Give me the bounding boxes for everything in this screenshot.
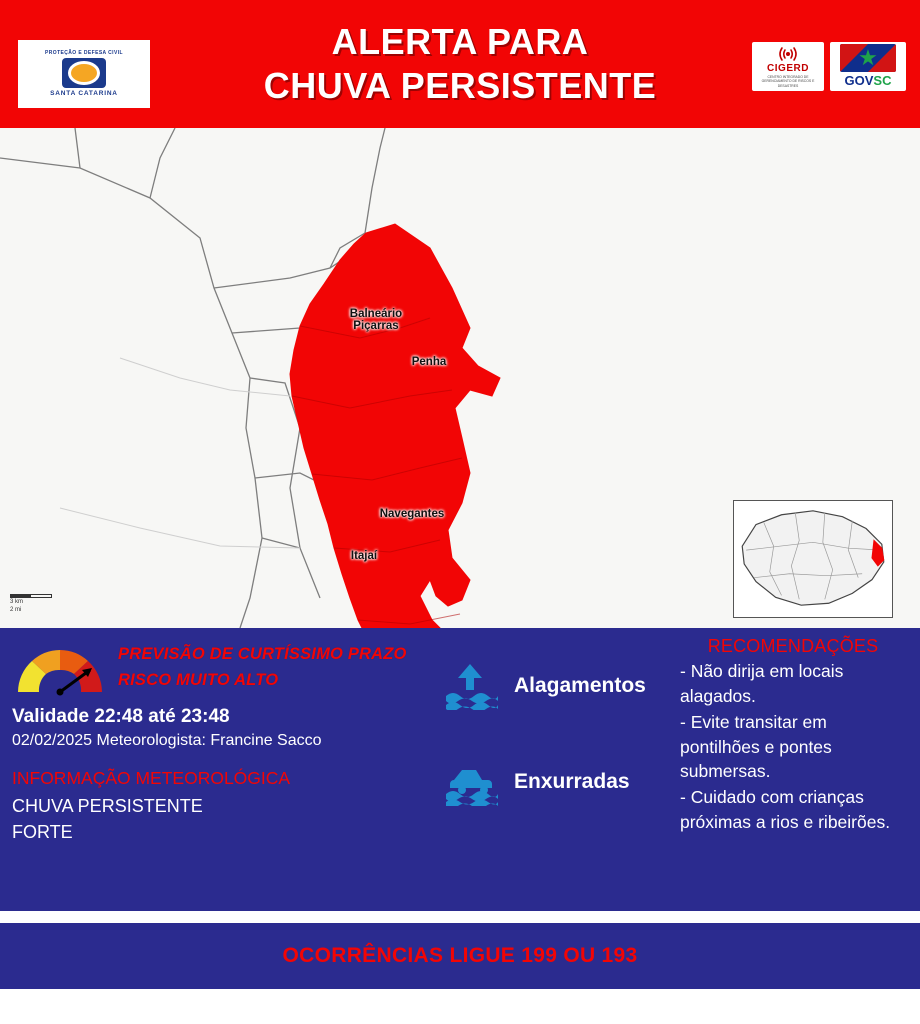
civil-defense-logo [18, 40, 150, 108]
risk-label-alagamentos: Alagamentos [514, 674, 646, 697]
risk-item-enxurradas [444, 758, 670, 806]
risk-label-enxurradas: Enxurradas [514, 770, 630, 793]
header [0, 0, 920, 128]
meteorological-info-header: INFORMAÇÃO METEOROLÓGICA [12, 768, 291, 788]
inset-map-vector [734, 501, 892, 617]
civil-defense-bottom-text: SANTA CATARINA [50, 89, 118, 97]
validity-text: Validade 22:48 até 23:48 [12, 706, 230, 727]
panel-divider [0, 911, 920, 923]
info-panel [0, 628, 920, 911]
city-label-penha: Penha [411, 356, 447, 368]
emergency-phone-text: OCORRÊNCIAS LIGUE 199 OU 193 [282, 944, 638, 967]
recommendation-item: - Não dirija em locais alagados. [680, 661, 844, 706]
meteorological-info-line-2: FORTE [12, 822, 73, 843]
scale-bar-km: 3 km [10, 599, 24, 605]
inset-locator-map [733, 500, 893, 618]
recommendations-list [680, 659, 906, 835]
bottom-strip [0, 989, 920, 1024]
title-line-2: CHUVA PERSISTENTE [263, 65, 657, 106]
gov-text: GOV [844, 73, 874, 89]
scale-bar [10, 594, 52, 614]
page-title [264, 20, 657, 108]
cigerd-signal-icon [775, 45, 801, 63]
risk-item-alagamentos [444, 662, 670, 710]
forecast-line-2: RISCO MUITO ALTO [118, 670, 279, 689]
cigerd-subtitle: CENTRO INTEGRADO DE GERENCIAMENTO DE RISCOS E DESASTRES [761, 75, 815, 88]
recommendation-item: - Evite transitar em pontilhões e pontes submersas. [680, 711, 832, 782]
flood-water-arrow-icon [444, 662, 500, 710]
cigerd-logo [752, 42, 824, 91]
risk-icons-column [420, 628, 670, 911]
alert-region-polygon [290, 224, 520, 628]
forecast-column [0, 628, 420, 911]
cigerd-name: CIGERD [767, 63, 809, 74]
recommendations-column [670, 628, 920, 911]
flash-flood-car-icon [444, 758, 500, 806]
forecast-line-1: PREVISÃO DE CURTÍSSIMO PRAZO [118, 645, 407, 663]
civil-defense-badge-icon [62, 58, 106, 88]
meteorological-info-line-1: CHUVA PERSISTENTE [12, 796, 203, 816]
recommendations-title: RECOMENDAÇÕES [707, 636, 879, 656]
risk-gauge-icon [12, 640, 108, 698]
city-label-navegantes: Navegantes [379, 508, 445, 520]
city-label-itajai: Itajaí [350, 550, 378, 562]
sc-text: SC [873, 73, 892, 89]
gov-sc-logo [830, 42, 906, 91]
map-area[interactable] [0, 128, 920, 628]
footer [0, 923, 920, 989]
city-label-balneario-picarras: Balneário Piçarras [349, 308, 403, 332]
santa-catarina-flag-icon: ★ [840, 44, 896, 72]
scale-bar-graphic [10, 594, 52, 598]
civil-defense-top-text: PROTEÇÃO E DEFESA CIVIL [45, 49, 123, 56]
meteorologist-text: 02/02/2025 Meteorologista: Francine Sacco [12, 732, 322, 749]
recommendation-item: - Cuidado com crianças próximas a rios e ribeirões. [680, 787, 891, 833]
header-logos [752, 42, 906, 91]
title-line-1: ALERTA PARA [331, 21, 589, 63]
scale-bar-mi: 2 mi [10, 606, 22, 613]
